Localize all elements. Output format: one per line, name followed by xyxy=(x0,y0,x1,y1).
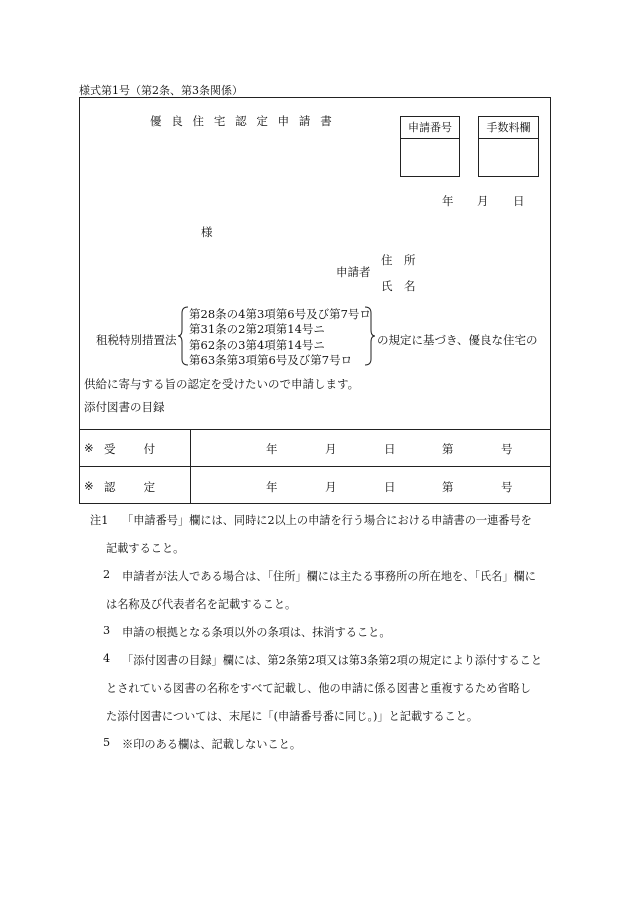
attachments-label: 添付図書の目録 xyxy=(84,400,165,414)
note-5-num: 5 xyxy=(103,736,111,749)
date-year: 年 xyxy=(442,194,454,208)
row-receipt-go: 号 xyxy=(501,442,513,456)
fee-box[interactable] xyxy=(478,116,539,177)
fee-header: 手数料欄 xyxy=(479,117,538,139)
row-receipt-day[interactable]: 日 xyxy=(384,442,396,456)
row-receipt-year[interactable]: 年 xyxy=(266,442,278,456)
form-label: 様式第1号（第2条、第3条関係） xyxy=(79,84,243,97)
row-approval-year[interactable]: 年 xyxy=(266,480,278,494)
row-receipt-month[interactable]: 月 xyxy=(325,442,337,456)
form-title: 優良住宅認定申請書 xyxy=(150,114,342,128)
row-approval-no[interactable]: 第 xyxy=(442,480,454,494)
row-approval-label: 認 定 xyxy=(104,480,157,494)
note-3-num: 3 xyxy=(103,624,111,637)
row-approval-mark: ※ xyxy=(84,479,94,493)
note-4-line-3: た添付図書については、末尾に「(申請番号番に同じ。)」と記載すること。 xyxy=(106,710,479,723)
law-text-cont: 供給に寄与する旨の認定を受けたいので申請します。 xyxy=(84,377,360,391)
note-1-line-1: 「申請番号」欄には、同時に2以上の申請を行う場合における申請書の一連番号を xyxy=(122,514,532,527)
application-number-box[interactable] xyxy=(400,116,460,177)
row-approval-month[interactable]: 月 xyxy=(325,480,337,494)
note-2-line-2: は名称及び代表者名を記載すること。 xyxy=(106,598,297,611)
note-5-line-1: ※印のある欄は、記載しないこと。 xyxy=(122,738,302,751)
note-1-num: 注1 xyxy=(90,514,109,527)
application-number-header: 申請番号 xyxy=(401,117,459,139)
note-1-line-2: 記載すること。 xyxy=(106,542,185,555)
note-4-line-2: とされている図書の名称をすべて記載し、他の申請に係る図書と重複するため省略し xyxy=(106,682,531,695)
row-receipt-label: 受 付 xyxy=(104,442,157,456)
note-4-num: 4 xyxy=(103,652,111,665)
date-month: 月 xyxy=(477,194,489,208)
date-day: 日 xyxy=(513,194,525,208)
law-article-1: 第28条の4第3項第6号及び第7号ロ xyxy=(189,307,371,321)
applicant-label: 申請者 xyxy=(336,265,371,279)
law-name: 租税特別措置法 xyxy=(96,333,177,347)
table-column-divider xyxy=(190,429,191,504)
table-divider-mid xyxy=(80,466,550,467)
law-article-4: 第63条第3項第6号及び第7号ロ xyxy=(189,353,353,367)
application-form xyxy=(79,97,551,504)
note-3-line-1: 申請の根拠となる条項以外の条項は、抹消すること。 xyxy=(122,626,391,639)
right-brace-icon xyxy=(364,306,376,366)
applicant-address-label[interactable]: 住 所 xyxy=(381,253,416,267)
row-approval-day[interactable]: 日 xyxy=(384,480,396,494)
law-text-after: の規定に基づき、優良な住宅の xyxy=(377,333,538,347)
table-divider-top xyxy=(80,429,550,430)
row-receipt-no[interactable]: 第 xyxy=(442,442,454,456)
law-article-3: 第62条の3第4項第14号ニ xyxy=(189,338,325,352)
left-brace-icon xyxy=(177,306,189,366)
note-2-line-1: 申請者が法人である場合は、「住所」欄には主たる事務所の所在地を、「氏名」欄に xyxy=(122,570,536,583)
row-receipt-mark: ※ xyxy=(84,441,94,455)
applicant-name-label[interactable]: 氏 名 xyxy=(381,279,416,293)
addressee-suffix: 様 xyxy=(201,225,213,239)
row-approval-go: 号 xyxy=(501,480,513,494)
note-2-num: 2 xyxy=(103,568,111,581)
law-article-2: 第31条の2第2項第14号ニ xyxy=(189,322,325,336)
note-4-line-1: 「添付図書の目録」欄には、第2条第2項又は第3条第2項の規定により添付すること xyxy=(122,654,543,667)
